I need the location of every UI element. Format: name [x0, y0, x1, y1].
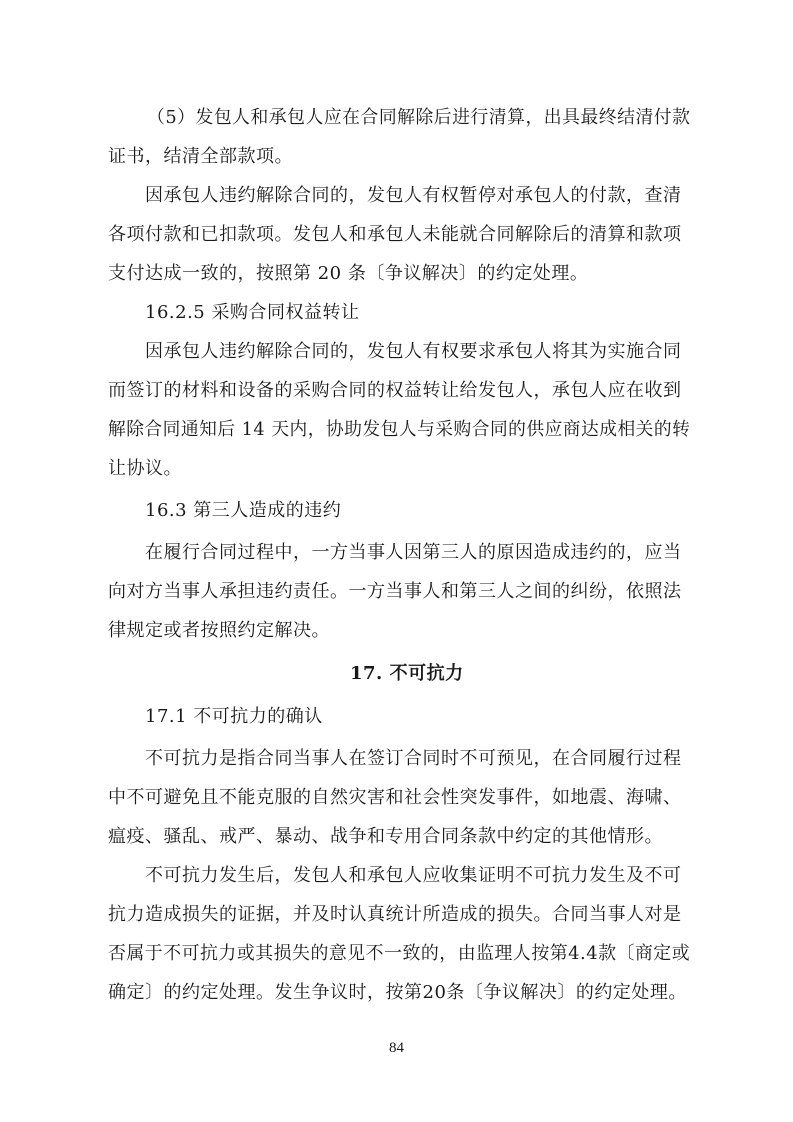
- paragraph-line: 不可抗力发生后，发包人和承包人应收集证明不可抗力发生及不可: [145, 865, 682, 886]
- paragraph-line: 各项付款和已扣款项。发包人和承包人未能就合同解除后的清算和款项: [108, 224, 682, 245]
- paragraph-line: 而签订的材料和设备的采购合同的权益转让给发包人，承包人应在收到: [108, 380, 682, 401]
- section-heading-16-3: 16.3 第三人造成的违约: [145, 500, 342, 521]
- paragraph-line: （5）发包人和承包人应在合同解除后进行清算，出具最终结清付款: [147, 107, 691, 128]
- paragraph-line: 确定〕的约定处理。发生争议时，按第20条〔争议解决〕的约定处理。: [108, 982, 687, 1003]
- paragraph-line: 支付达成一致的，按照第 20 条〔争议解决〕的约定处理。: [108, 263, 589, 284]
- paragraph-line: 证书，结清全部款项。: [108, 146, 293, 167]
- paragraph-line: 否属于不可抗力或其损失的意见不一致的，由监理人按第4.4款〔商定或: [108, 943, 691, 964]
- chapter-heading-17: 17. 不可抗力: [350, 663, 464, 684]
- paragraph-line: 在履行合同过程中，一方当事人因第三人的原因造成违约的，应当: [145, 542, 682, 563]
- paragraph-line: 向对方当事人承担违约责任。一方当事人和第三人之间的纠纷，依照法: [108, 581, 682, 602]
- paragraph-line: 不可抗力是指合同当事人在签订合同时不可预见，在合同履行过程: [145, 748, 682, 769]
- paragraph-line: 解除合同通知后 14 天内，协助发包人与采购合同的供应商达成相关的转: [108, 419, 691, 440]
- paragraph-line: 因承包人违约解除合同的，发包人有权要求承包人将其为实施合同: [145, 341, 682, 362]
- paragraph-line: 律规定或者按照约定解决。: [108, 620, 330, 641]
- section-heading-17-1: 17.1 不可抗力的确认: [145, 706, 323, 727]
- paragraph-line: 让协议。: [108, 458, 182, 479]
- section-heading-16-2-5: 16.2.5 采购合同权益转让: [145, 302, 360, 323]
- paragraph-line: 瘟疫、骚乱、戒严、暴动、战争和专用合同条款中约定的其他情形。: [108, 826, 663, 847]
- page-number: 84: [389, 1040, 404, 1056]
- paragraph-line: 因承包人违约解除合同的，发包人有权暂停对承包人的付款，查清: [145, 185, 682, 206]
- paragraph-line: 中不可避免且不能克服的自然灾害和社会性突发事件，如地震、海啸、: [108, 787, 682, 808]
- paragraph-line: 抗力造成损失的证据，并及时认真统计所造成的损失。合同当事人对是: [108, 904, 682, 925]
